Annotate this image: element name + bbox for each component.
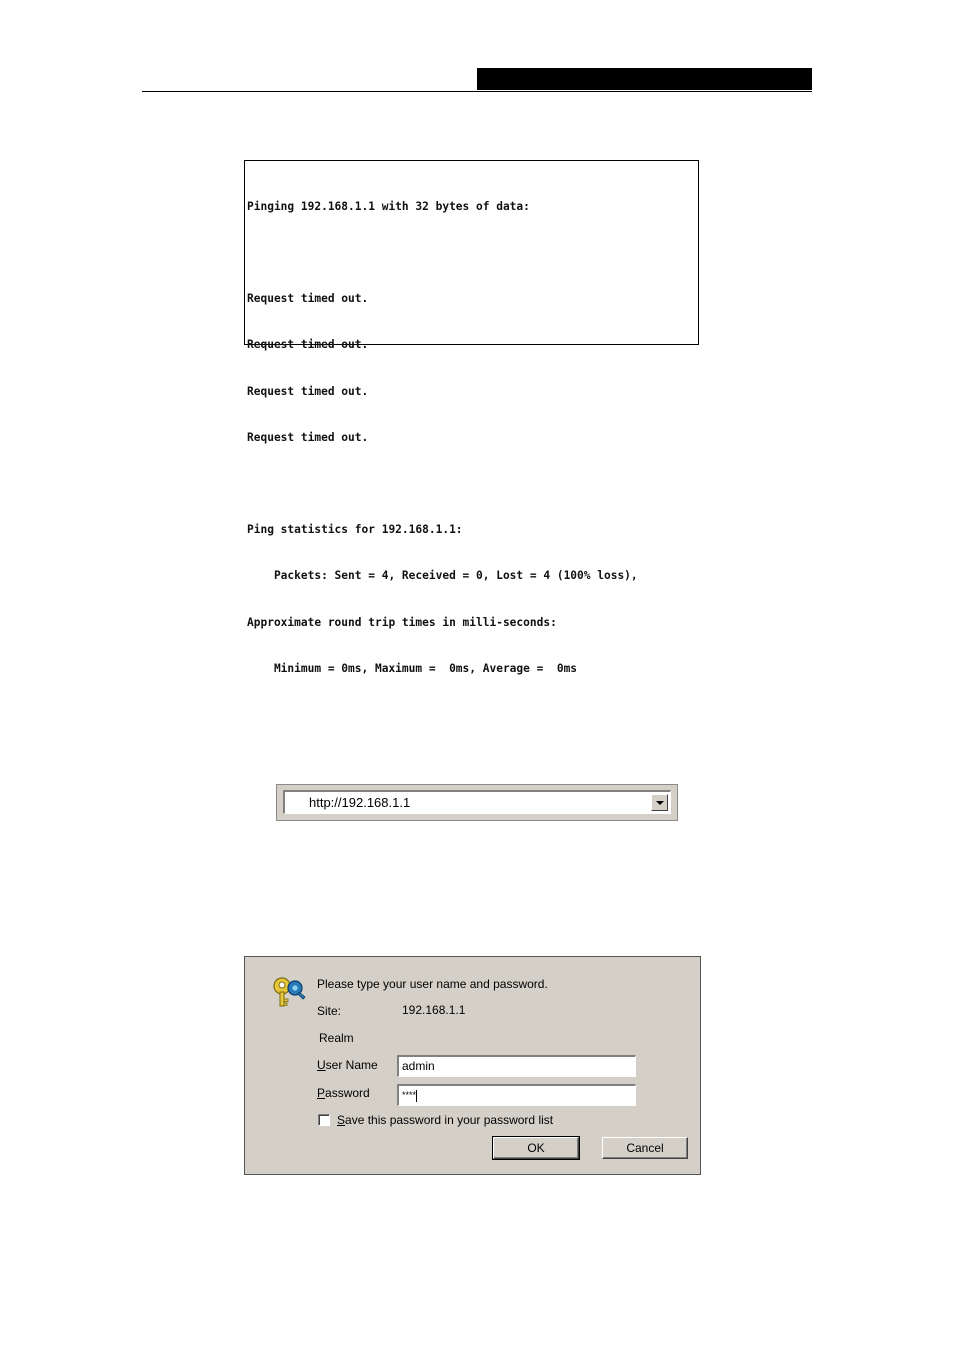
console-line: Request timed out. bbox=[247, 338, 369, 352]
dropdown-arrow-icon[interactable] bbox=[651, 794, 668, 811]
console-line: Approximate round trip times in milli-seconds: bbox=[247, 615, 557, 629]
password-field[interactable] bbox=[397, 1084, 636, 1106]
ping-console bbox=[244, 160, 699, 675]
realm-label: Realm bbox=[319, 1031, 354, 1045]
login-dialog bbox=[244, 956, 701, 1175]
console-line bbox=[247, 476, 698, 491]
address-bar bbox=[276, 784, 678, 821]
header-bar bbox=[477, 68, 812, 90]
cancel-button[interactable]: Cancel bbox=[602, 1137, 688, 1159]
console-line: Request timed out. bbox=[247, 384, 369, 398]
console-line: Request timed out. bbox=[247, 430, 369, 444]
console-line: Pinging 192.168.1.1 with 32 bytes of data: bbox=[247, 199, 530, 213]
password-value: **** bbox=[402, 1090, 417, 1100]
save-label-text: ave this password in your password list bbox=[345, 1113, 554, 1127]
save-password-label bbox=[337, 1113, 553, 1127]
password-label-accel: P bbox=[317, 1086, 326, 1100]
save-label-accel: S bbox=[337, 1113, 346, 1127]
console-line: Request timed out. bbox=[247, 292, 369, 306]
username-label-text: ser Name bbox=[325, 1058, 378, 1072]
console-line: Ping statistics for 192.168.1.1: bbox=[247, 523, 463, 537]
username-label bbox=[317, 1058, 378, 1072]
username-field[interactable]: admin bbox=[397, 1055, 636, 1077]
console-line bbox=[247, 245, 698, 260]
console-line: Packets: Sent = 4, Received = 0, Lost = 4 (100% loss), bbox=[247, 569, 638, 583]
address-input[interactable] bbox=[283, 790, 671, 814]
login-prompt: Please type your user name and password. bbox=[317, 977, 548, 991]
password-label bbox=[317, 1086, 370, 1100]
site-label: Site: bbox=[317, 1004, 342, 1018]
key-icon bbox=[271, 975, 307, 1009]
site-value: 192.168.1.1 bbox=[402, 1003, 466, 1017]
text-cursor bbox=[416, 1090, 417, 1102]
save-password-checkbox[interactable] bbox=[318, 1114, 330, 1126]
console-line: Minimum = 0ms, Maximum = 0ms, Average = 0ms bbox=[247, 661, 578, 675]
header-rule bbox=[142, 91, 812, 92]
username-label-accel: U bbox=[317, 1058, 326, 1072]
address-url: http://192.168.1.1 bbox=[309, 795, 411, 810]
ok-button[interactable]: OK bbox=[493, 1137, 579, 1159]
password-label-text: assword bbox=[325, 1086, 370, 1100]
